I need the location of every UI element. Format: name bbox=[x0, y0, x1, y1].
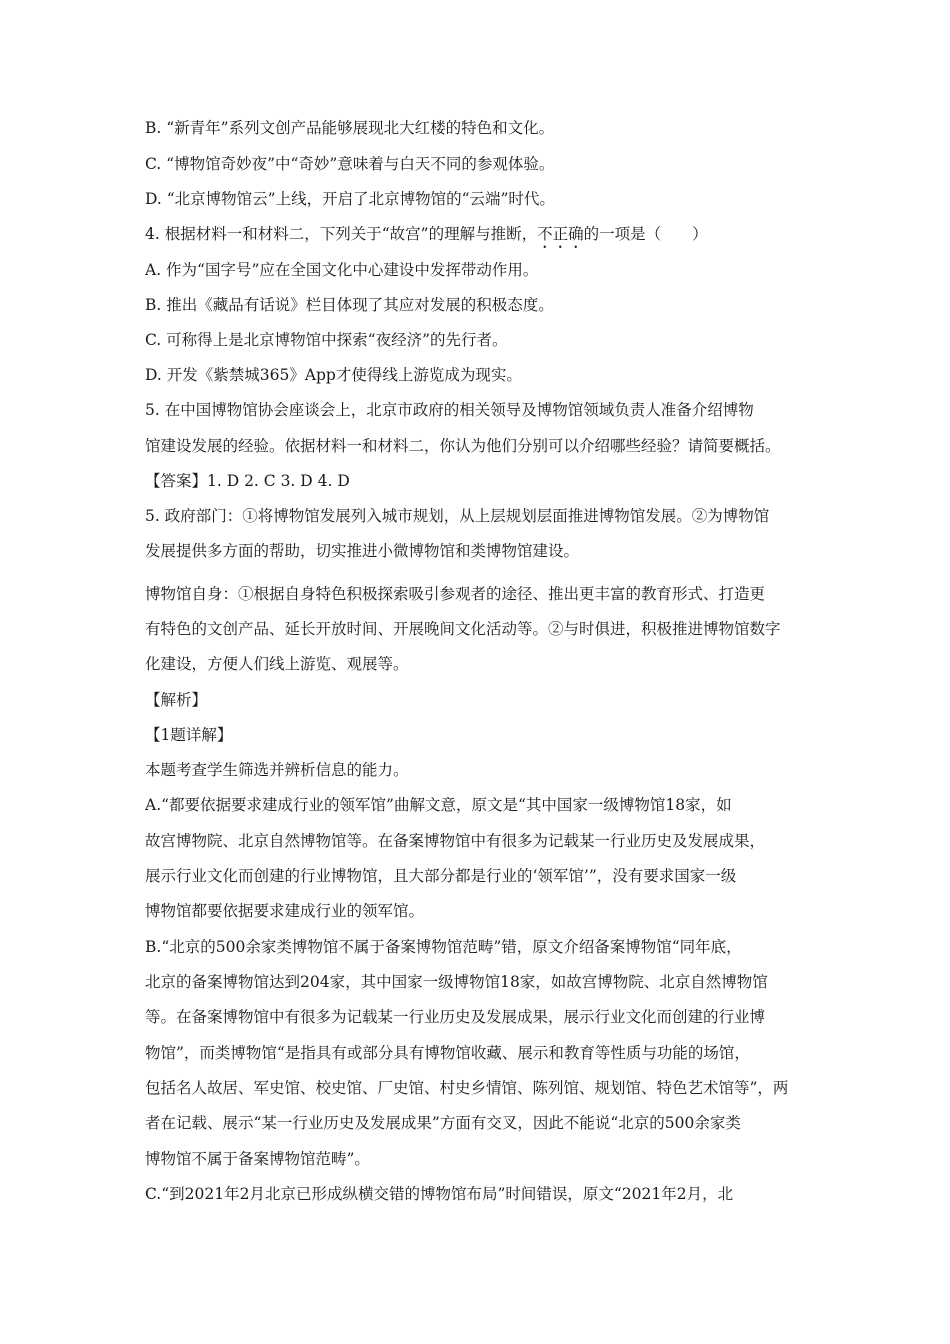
analysis-b-line-4: 物馆”，而类博物馆“是指具有或部分具有博物馆收藏、展示和教育等性质与功能的场馆， bbox=[145, 1044, 750, 1062]
analysis-c-line-1: C.“到2021年2月北京已形成纵横交错的博物馆布局”时间错误，原文“2021年2月，北 bbox=[145, 1185, 734, 1203]
question-4-text: 4. 根据材料一和材料二，下列关于“故宫”的理解与推断， bbox=[145, 225, 538, 243]
q3-option-c: C. “博物馆奇妙夜”中“奇妙”意味着与白天不同的参观体验。 bbox=[145, 155, 555, 173]
analysis-b-line-6: 者在记载、展示“某一行业历史及发展成果”方面有交叉，因此不能说“北京的500余家类 bbox=[145, 1114, 741, 1132]
answer-5-line-1: 5. 政府部门：①将博物馆发展列入城市规划，从上层规划层面推进博物馆发展。②为博物馆 bbox=[145, 507, 770, 525]
question-5-line-2: 馆建设发展的经验。依据材料一和材料二，你认为他们分别可以介绍哪些经验？请简要概括。 bbox=[145, 437, 781, 455]
q4-option-c: C. 可称得上是北京博物馆中探索“夜经济”的先行者。 bbox=[145, 331, 508, 349]
analysis-a-line-3: 展示行业文化而创建的行业博物馆，且大部分都是行业的‘领军馆’”，没有要求国家一级 bbox=[145, 867, 737, 885]
analysis-a-line-2: 故宫博物院、北京自然博物馆等。在备案博物馆中有很多为记载某一行业历史及发展成果， bbox=[145, 832, 766, 850]
answer-5-line-2: 发展提供多方面的帮助，切实推进小微博物馆和类博物馆建设。 bbox=[145, 542, 580, 560]
question-4-stem bbox=[145, 224, 810, 252]
analysis-heading: 【解析】 bbox=[145, 691, 208, 709]
analysis-b-line-7: 博物馆不属于备案博物馆范畴”。 bbox=[145, 1150, 370, 1168]
emphasis-not-correct: 不正确 bbox=[537, 225, 584, 243]
q4-option-a: A. 作为“国字号”应在全国文化中心建设中发挥带动作用。 bbox=[145, 261, 539, 279]
analysis-b-line-2: 北京的备案博物馆达到204家，其中国家一级博物馆18家，如故宫博物院、北京自然博物馆 bbox=[145, 973, 768, 991]
q3-option-d: D. “北京博物馆云”上线，开启了北京博物馆的“云端”时代。 bbox=[145, 190, 555, 208]
q3-option-b: B. “新青年”系列文创产品能够展现北大红楼的特色和文化。 bbox=[145, 119, 555, 137]
analysis-b-line-5: 包括名人故居、军史馆、校史馆、厂史馆、村史乡情馆、陈列馆、规划馆、特色艺术馆等”，两 bbox=[145, 1079, 789, 1097]
answer-5-line-4: 有特色的文创产品、延长开放时间、开展晚间文化活动等。②与时俱进，积极推进博物馆数字 bbox=[145, 620, 781, 638]
q4-option-d: D. 开发《紫禁城365》App才使得线上游览成为现实。 bbox=[145, 366, 522, 384]
q1-detail-heading: 【1题详解】 bbox=[145, 726, 233, 744]
answer-5-line-3: 博物馆自身：①根据自身特色积极探索吸引参观者的途径、推出更丰富的教育形式、打造更 bbox=[145, 585, 766, 603]
analysis-a-line-1: A.“都要依据要求建成行业的领军馆”曲解文意，原文是“其中国家一级博物馆18家，如 bbox=[145, 796, 732, 814]
analysis-intro: 本题考查学生筛选并辨析信息的能力。 bbox=[145, 761, 409, 779]
analysis-b-line-1: B.“北京的500余家类博物馆不属于备案博物馆范畴”错，原文介绍备案博物馆“同年底， bbox=[145, 938, 742, 956]
answer-5-line-5: 化建设，方便人们线上游览、观展等。 bbox=[145, 655, 409, 673]
analysis-a-line-4: 博物馆都要依据要求建成行业的领军馆。 bbox=[145, 902, 425, 920]
analysis-b-line-3: 等。在备案博物馆中有很多为记载某一行业历史及发展成果，展示行业文化而创建的行业博 bbox=[145, 1008, 766, 1026]
q4-option-b: B. 推出《藏品有话说》栏目体现了其应对发展的积极态度。 bbox=[145, 296, 554, 314]
question-4-tail: 的一项是（ ） bbox=[583, 225, 708, 243]
answer-key: 【答案】1. D 2. C 3. D 4. D bbox=[145, 472, 350, 490]
question-5-line-1: 5. 在中国博物馆协会座谈会上，北京市政府的相关领导及博物馆领域负责人准备介绍博物 bbox=[145, 401, 754, 419]
